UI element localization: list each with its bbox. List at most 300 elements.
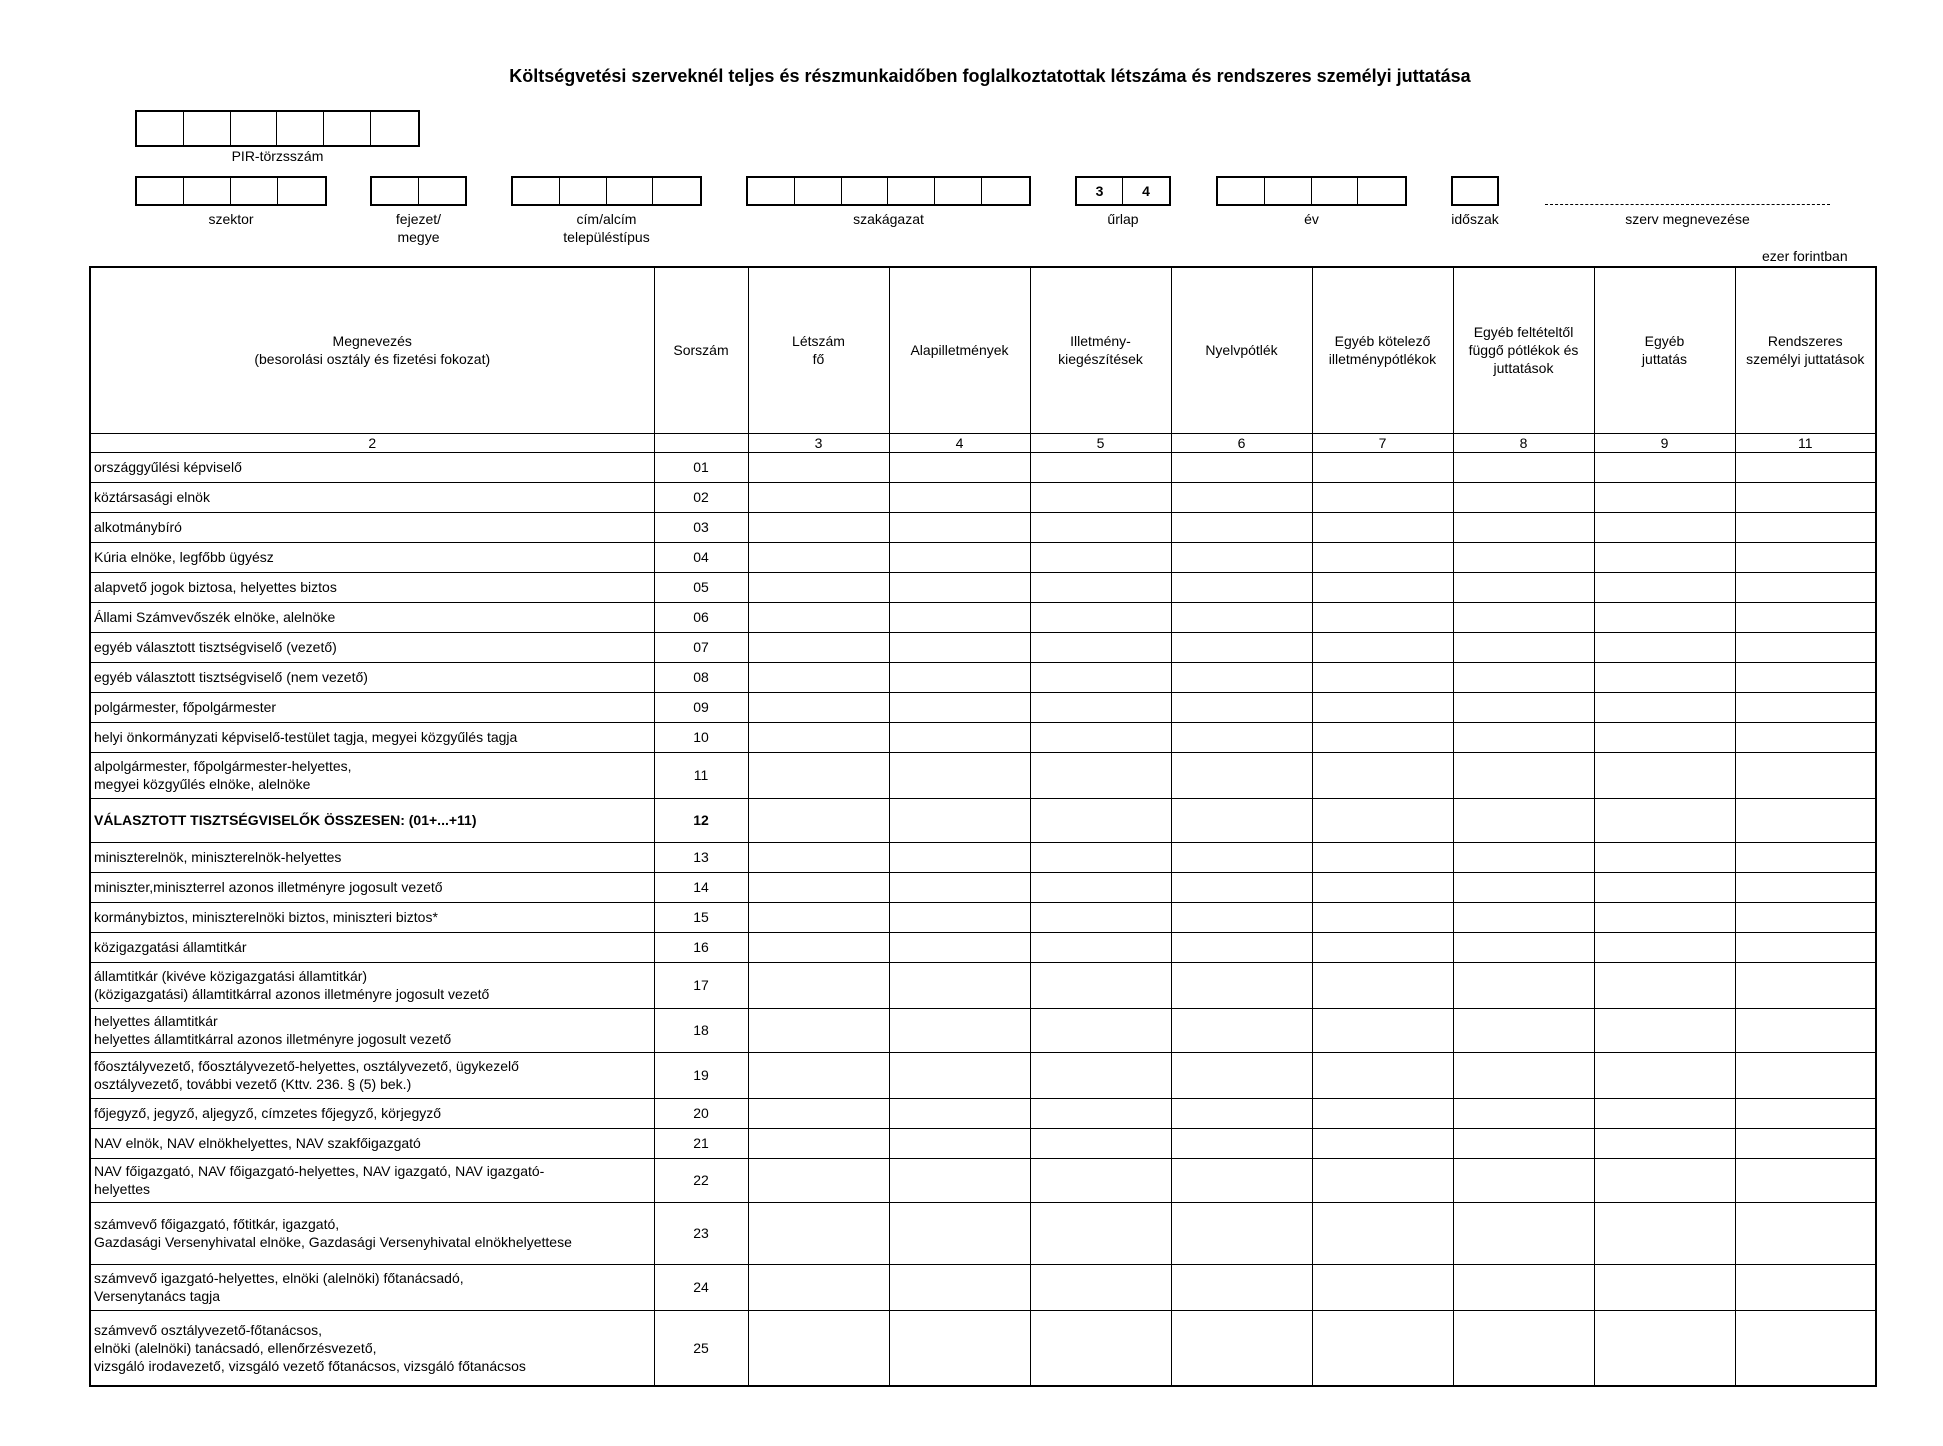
- value-cell[interactable]: [1030, 1128, 1171, 1158]
- value-cell[interactable]: [1453, 932, 1594, 962]
- value-cell[interactable]: [748, 752, 889, 798]
- value-cell[interactable]: [1594, 1128, 1735, 1158]
- value-cell[interactable]: [1453, 1158, 1594, 1202]
- value-cell[interactable]: [1030, 572, 1171, 602]
- value-cell[interactable]: [889, 1158, 1030, 1202]
- value-cell[interactable]: [1453, 722, 1594, 752]
- value-cell[interactable]: [1735, 452, 1876, 482]
- value-cell[interactable]: [1735, 752, 1876, 798]
- value-cell[interactable]: [1171, 452, 1312, 482]
- table-row: [90, 1098, 1876, 1128]
- box-cell[interactable]: [748, 178, 795, 204]
- value-cell[interactable]: [1030, 1008, 1171, 1052]
- row-name: Állami Számvevőszék elnöke, alelnöke: [90, 602, 654, 632]
- value-cell[interactable]: [1594, 1098, 1735, 1128]
- value-cell[interactable]: [748, 1202, 889, 1264]
- value-cell[interactable]: [1453, 1008, 1594, 1052]
- header-alapilletmenyek: Alapilletmények: [889, 267, 1030, 433]
- value-cell[interactable]: [889, 932, 1030, 962]
- value-cell[interactable]: [1312, 1310, 1453, 1386]
- row-name: alpolgármester, főpolgármester-helyettes, megyei közgyűlés elnöke, alelnöke: [90, 752, 654, 798]
- box-cell[interactable]: [1358, 178, 1405, 204]
- value-cell[interactable]: [889, 902, 1030, 932]
- row-name: helyettes államtitkár helyettes államtitkárral azonos illetményre jogosult vezető: [90, 1008, 654, 1052]
- value-cell[interactable]: [1030, 1158, 1171, 1202]
- table-row: [90, 692, 1876, 722]
- value-cell[interactable]: [1735, 1098, 1876, 1128]
- value-cell[interactable]: [1594, 482, 1735, 512]
- value-cell[interactable]: [1453, 1310, 1594, 1386]
- value-cell[interactable]: [1171, 962, 1312, 1008]
- value-cell[interactable]: [748, 798, 889, 842]
- value-cell[interactable]: [748, 662, 889, 692]
- value-cell[interactable]: [1594, 842, 1735, 872]
- value-cell[interactable]: [1594, 512, 1735, 542]
- urlap-boxes: [1075, 176, 1171, 206]
- box-cell[interactable]: [419, 178, 466, 204]
- value-cell[interactable]: [1312, 722, 1453, 752]
- value-cell[interactable]: [1735, 572, 1876, 602]
- value-cell[interactable]: [1312, 1264, 1453, 1310]
- value-cell[interactable]: [1453, 842, 1594, 872]
- value-cell[interactable]: [748, 902, 889, 932]
- value-cell[interactable]: [1735, 542, 1876, 572]
- value-cell[interactable]: [1735, 902, 1876, 932]
- value-cell[interactable]: [1594, 1310, 1735, 1386]
- pir-number-boxes[interactable]: [135, 110, 420, 147]
- value-cell[interactable]: [1030, 632, 1171, 662]
- row-code: 08: [654, 662, 748, 692]
- row-code: 19: [654, 1052, 748, 1098]
- value-cell[interactable]: [1030, 842, 1171, 872]
- value-cell[interactable]: [1735, 662, 1876, 692]
- row-code: 12: [654, 798, 748, 842]
- value-cell[interactable]: [1312, 872, 1453, 902]
- value-cell[interactable]: [1735, 482, 1876, 512]
- value-cell[interactable]: [1735, 842, 1876, 872]
- colnum-3: 3: [748, 433, 889, 452]
- row-name: számvevő igazgató-helyettes, elnöki (alelnöki) főtanácsadó, Versenytanács tagja: [90, 1264, 654, 1310]
- value-cell[interactable]: [889, 692, 1030, 722]
- value-cell[interactable]: [1312, 1128, 1453, 1158]
- value-cell[interactable]: [1594, 542, 1735, 572]
- value-cell[interactable]: [1453, 1202, 1594, 1264]
- value-cell[interactable]: [1030, 692, 1171, 722]
- box-cell[interactable]: [231, 112, 278, 145]
- value-cell[interactable]: [1594, 1158, 1735, 1202]
- value-cell[interactable]: [748, 872, 889, 902]
- box-cell: 3: [1077, 178, 1123, 204]
- value-cell[interactable]: [889, 512, 1030, 542]
- header-letszam: [748, 267, 889, 433]
- value-cell[interactable]: [1735, 1052, 1876, 1098]
- value-cell[interactable]: [1171, 572, 1312, 602]
- value-cell[interactable]: [889, 632, 1030, 662]
- value-cell[interactable]: [1030, 1098, 1171, 1128]
- value-cell[interactable]: [1735, 1310, 1876, 1386]
- value-cell[interactable]: [748, 932, 889, 962]
- header-c5-line1: Illetmény-: [1070, 333, 1131, 350]
- box-cell[interactable]: [324, 112, 371, 145]
- value-cell[interactable]: [1594, 602, 1735, 632]
- value-cell[interactable]: [889, 662, 1030, 692]
- row-name: számvevő osztályvezető-főtanácsos, elnöki (alelnöki) tanácsadó, ellenőrzésvezető, vizsgáló irodavezető, vizsgáló vezető főtanácsos, vizsgáló főtanácsos: [90, 1310, 654, 1386]
- value-cell[interactable]: [889, 872, 1030, 902]
- value-cell[interactable]: [1171, 722, 1312, 752]
- value-cell[interactable]: [1594, 902, 1735, 932]
- szektor-label: szektor: [208, 211, 254, 227]
- value-cell[interactable]: [1735, 1128, 1876, 1158]
- value-cell[interactable]: [1312, 1202, 1453, 1264]
- value-cell[interactable]: [1735, 512, 1876, 542]
- value-cell[interactable]: [1171, 482, 1312, 512]
- table-row: [90, 932, 1876, 962]
- value-cell[interactable]: [1312, 1098, 1453, 1128]
- value-cell[interactable]: [1735, 1264, 1876, 1310]
- value-cell[interactable]: [1030, 1202, 1171, 1264]
- box-cell[interactable]: [137, 112, 184, 145]
- row-code: 22: [654, 1158, 748, 1202]
- value-cell[interactable]: [1453, 542, 1594, 572]
- header-egyeb-juttatas: [1594, 267, 1735, 433]
- header-name-line2: (besorolási osztály és fizetési fokozat): [254, 351, 491, 368]
- value-cell[interactable]: [1171, 1310, 1312, 1386]
- ev-boxes[interactable]: [1216, 176, 1407, 206]
- box-cell[interactable]: [842, 178, 889, 204]
- box-cell[interactable]: [1453, 178, 1497, 204]
- value-cell[interactable]: [748, 572, 889, 602]
- table-row: [90, 662, 1876, 692]
- colnum-7: 7: [1312, 433, 1453, 452]
- box-cell[interactable]: [888, 178, 935, 204]
- value-cell[interactable]: [1030, 932, 1171, 962]
- value-cell[interactable]: [748, 1098, 889, 1128]
- value-cell[interactable]: [1171, 1264, 1312, 1310]
- value-cell[interactable]: [1594, 962, 1735, 1008]
- value-cell[interactable]: [1030, 902, 1171, 932]
- value-cell[interactable]: [748, 452, 889, 482]
- box-cell[interactable]: [1218, 178, 1265, 204]
- value-cell[interactable]: [1030, 872, 1171, 902]
- value-cell[interactable]: [1312, 632, 1453, 662]
- box-cell[interactable]: [137, 178, 184, 204]
- value-cell[interactable]: [748, 1158, 889, 1202]
- row-code: 06: [654, 602, 748, 632]
- box-cell[interactable]: [935, 178, 982, 204]
- value-cell[interactable]: [1594, 798, 1735, 842]
- idoszak-label: időszak: [1451, 211, 1499, 227]
- box-cell[interactable]: [982, 178, 1029, 204]
- value-cell[interactable]: [1594, 632, 1735, 662]
- value-cell[interactable]: [1453, 902, 1594, 932]
- box-cell[interactable]: [513, 178, 560, 204]
- value-cell[interactable]: [1594, 572, 1735, 602]
- value-cell[interactable]: [1030, 1052, 1171, 1098]
- szektor-boxes[interactable]: [135, 176, 327, 206]
- table-row: [90, 1264, 1876, 1310]
- pir-number-label: PIR-törzsszám: [231, 148, 324, 164]
- box-cell[interactable]: [231, 178, 278, 204]
- row-name: alapvető jogok biztosa, helyettes biztos: [90, 572, 654, 602]
- value-cell[interactable]: [1312, 842, 1453, 872]
- row-code: 11: [654, 752, 748, 798]
- value-cell[interactable]: [1030, 452, 1171, 482]
- table-row: [90, 1158, 1876, 1202]
- row-name: miniszter,miniszterrel azonos illetményre jogosult vezető: [90, 872, 654, 902]
- value-cell[interactable]: [1453, 452, 1594, 482]
- row-code: 05: [654, 572, 748, 602]
- value-cell[interactable]: [889, 842, 1030, 872]
- value-cell[interactable]: [1312, 902, 1453, 932]
- value-cell[interactable]: [1171, 542, 1312, 572]
- value-cell[interactable]: [1453, 872, 1594, 902]
- value-cell[interactable]: [1594, 752, 1735, 798]
- value-cell[interactable]: [889, 1264, 1030, 1310]
- value-cell[interactable]: [1030, 512, 1171, 542]
- value-cell[interactable]: [748, 842, 889, 872]
- value-cell[interactable]: [1312, 602, 1453, 632]
- row-name: kormánybiztos, miniszterelnöki biztos, miniszteri biztos*: [90, 902, 654, 932]
- table-row: [90, 872, 1876, 902]
- value-cell[interactable]: [1171, 1008, 1312, 1052]
- box-cell[interactable]: [607, 178, 654, 204]
- value-cell[interactable]: [1735, 962, 1876, 1008]
- value-cell[interactable]: [889, 482, 1030, 512]
- colnum-8: 8: [1453, 433, 1594, 452]
- table-row: [90, 962, 1876, 1008]
- value-cell[interactable]: [748, 1008, 889, 1052]
- value-cell[interactable]: [1030, 662, 1171, 692]
- value-cell[interactable]: [1030, 1264, 1171, 1310]
- value-cell[interactable]: [1312, 662, 1453, 692]
- value-cell[interactable]: [1735, 1158, 1876, 1202]
- value-cell[interactable]: [1030, 542, 1171, 572]
- value-cell[interactable]: [1171, 872, 1312, 902]
- idoszak-box[interactable]: [1451, 176, 1499, 206]
- box-cell[interactable]: [1312, 178, 1359, 204]
- row-name: közigazgatási államtitkár: [90, 932, 654, 962]
- header-c7-line1: Egyéb kötelező: [1334, 333, 1431, 350]
- table-row: [90, 1310, 1876, 1386]
- value-cell[interactable]: [1453, 632, 1594, 662]
- value-cell[interactable]: [1171, 842, 1312, 872]
- value-cell[interactable]: [1030, 752, 1171, 798]
- table-row: [90, 602, 1876, 632]
- row-name: Kúria elnöke, legfőbb ügyész: [90, 542, 654, 572]
- value-cell[interactable]: [748, 512, 889, 542]
- value-cell[interactable]: [889, 1202, 1030, 1264]
- value-cell[interactable]: [1594, 1202, 1735, 1264]
- row-code: 24: [654, 1264, 748, 1310]
- value-cell[interactable]: [1312, 452, 1453, 482]
- value-cell[interactable]: [1453, 692, 1594, 722]
- value-cell[interactable]: [1171, 798, 1312, 842]
- box-cell[interactable]: [560, 178, 607, 204]
- value-cell[interactable]: [748, 722, 889, 752]
- value-cell[interactable]: [1735, 692, 1876, 722]
- value-cell[interactable]: [1312, 752, 1453, 798]
- value-cell[interactable]: [748, 692, 889, 722]
- value-cell[interactable]: [1594, 662, 1735, 692]
- value-cell[interactable]: [1312, 542, 1453, 572]
- box-cell[interactable]: [1265, 178, 1312, 204]
- value-cell[interactable]: [748, 1310, 889, 1386]
- value-cell[interactable]: [1030, 962, 1171, 1008]
- value-cell[interactable]: [1171, 662, 1312, 692]
- value-cell[interactable]: [1030, 482, 1171, 512]
- box-cell[interactable]: [277, 112, 324, 145]
- header-c5-line2: kiegészítések: [1058, 351, 1143, 368]
- value-cell[interactable]: [1171, 932, 1312, 962]
- table-row: [90, 752, 1876, 798]
- value-cell[interactable]: [1030, 1310, 1171, 1386]
- value-cell[interactable]: [1312, 932, 1453, 962]
- value-cell[interactable]: [889, 1128, 1030, 1158]
- value-cell[interactable]: [1312, 692, 1453, 722]
- value-cell[interactable]: [889, 722, 1030, 752]
- value-cell[interactable]: [1312, 482, 1453, 512]
- row-code: 21: [654, 1128, 748, 1158]
- szakagazat-boxes[interactable]: [746, 176, 1031, 206]
- cim-label-line2: településtípus: [563, 229, 650, 245]
- form-title: Költségvetési szerveknél teljes és részmunkaidőben foglalkoztatottak létszáma és rendszeres személyi juttatása: [509, 66, 1471, 86]
- value-cell[interactable]: [1030, 602, 1171, 632]
- value-cell[interactable]: [748, 962, 889, 1008]
- value-cell[interactable]: [1171, 632, 1312, 662]
- value-cell[interactable]: [1594, 722, 1735, 752]
- szakagazat-label: szakágazat: [853, 211, 924, 227]
- row-name: számvevő főigazgató, főtitkár, igazgató, Gazdasági Versenyhivatal elnöke, Gazdasági Versenyhivatal elnökhelyettese: [90, 1202, 654, 1264]
- value-cell[interactable]: [1312, 798, 1453, 842]
- box-cell[interactable]: [371, 112, 418, 145]
- value-cell[interactable]: [889, 452, 1030, 482]
- value-cell[interactable]: [1453, 962, 1594, 1008]
- value-cell[interactable]: [1735, 872, 1876, 902]
- value-cell[interactable]: [1312, 962, 1453, 1008]
- value-cell[interactable]: [1594, 872, 1735, 902]
- value-cell[interactable]: [889, 752, 1030, 798]
- value-cell[interactable]: [1594, 1264, 1735, 1310]
- value-cell[interactable]: [1453, 602, 1594, 632]
- value-cell[interactable]: [748, 632, 889, 662]
- header-c8-line3: juttatások: [1493, 360, 1554, 377]
- value-cell[interactable]: [1735, 798, 1876, 842]
- header-letszam-line2: fő: [812, 351, 825, 368]
- value-cell[interactable]: [1171, 512, 1312, 542]
- value-cell[interactable]: [889, 572, 1030, 602]
- cim-boxes[interactable]: [511, 176, 702, 206]
- value-cell[interactable]: [748, 1052, 889, 1098]
- fejezet-boxes[interactable]: [370, 176, 467, 206]
- value-cell[interactable]: [1171, 1158, 1312, 1202]
- value-cell[interactable]: [1171, 1202, 1312, 1264]
- value-cell[interactable]: [1453, 662, 1594, 692]
- header-letszam-line1: Létszám: [792, 333, 845, 350]
- value-cell[interactable]: [1735, 602, 1876, 632]
- value-cell[interactable]: [1312, 1008, 1453, 1052]
- szerv-name-line[interactable]: [1545, 204, 1830, 205]
- value-cell[interactable]: [1171, 602, 1312, 632]
- value-cell[interactable]: [1453, 482, 1594, 512]
- value-cell[interactable]: [1453, 512, 1594, 542]
- value-cell[interactable]: [889, 1052, 1030, 1098]
- value-cell[interactable]: [1594, 932, 1735, 962]
- value-cell[interactable]: [1171, 1052, 1312, 1098]
- value-cell[interactable]: [1030, 722, 1171, 752]
- cim-label: [511, 210, 702, 246]
- value-cell[interactable]: [748, 1128, 889, 1158]
- box-cell[interactable]: [653, 178, 700, 204]
- value-cell[interactable]: [1171, 902, 1312, 932]
- value-cell[interactable]: [1735, 1202, 1876, 1264]
- value-cell[interactable]: [1171, 752, 1312, 798]
- table-row: [90, 572, 1876, 602]
- value-cell[interactable]: [1594, 1008, 1735, 1052]
- value-cell[interactable]: [1453, 798, 1594, 842]
- box-cell[interactable]: [795, 178, 842, 204]
- value-cell[interactable]: [1594, 452, 1735, 482]
- value-cell[interactable]: [1453, 572, 1594, 602]
- value-cell[interactable]: [1453, 1052, 1594, 1098]
- header-nyelvpotlek: Nyelvpótlék: [1171, 267, 1312, 433]
- value-cell[interactable]: [1171, 1098, 1312, 1128]
- row-code: 25: [654, 1310, 748, 1386]
- row-name: országgyűlési képviselő: [90, 452, 654, 482]
- value-cell[interactable]: [889, 798, 1030, 842]
- row-code: 03: [654, 512, 748, 542]
- value-cell[interactable]: [889, 1098, 1030, 1128]
- value-cell[interactable]: [1312, 1158, 1453, 1202]
- value-cell[interactable]: [1594, 1052, 1735, 1098]
- value-cell[interactable]: [1312, 572, 1453, 602]
- value-cell[interactable]: [748, 602, 889, 632]
- row-code: 20: [654, 1098, 748, 1128]
- value-cell[interactable]: [1735, 1008, 1876, 1052]
- value-cell[interactable]: [748, 482, 889, 512]
- value-cell[interactable]: [1453, 1128, 1594, 1158]
- value-cell[interactable]: [889, 1008, 1030, 1052]
- value-cell[interactable]: [889, 542, 1030, 572]
- value-cell[interactable]: [1312, 1052, 1453, 1098]
- value-cell[interactable]: [1735, 722, 1876, 752]
- value-cell[interactable]: [889, 602, 1030, 632]
- value-cell[interactable]: [889, 962, 1030, 1008]
- value-cell[interactable]: [1735, 932, 1876, 962]
- header-c11-line2: személyi juttatások: [1746, 351, 1865, 368]
- value-cell[interactable]: [889, 1310, 1030, 1386]
- value-cell[interactable]: [748, 542, 889, 572]
- value-cell[interactable]: [748, 1264, 889, 1310]
- cim-label-line1: cím/alcím: [576, 211, 637, 227]
- value-cell[interactable]: [1171, 692, 1312, 722]
- box-cell[interactable]: [184, 112, 231, 145]
- value-cell[interactable]: [1453, 1098, 1594, 1128]
- box-cell[interactable]: [278, 178, 325, 204]
- value-cell[interactable]: [1030, 798, 1171, 842]
- table-row: [90, 902, 1876, 932]
- value-cell[interactable]: [1735, 632, 1876, 662]
- value-cell[interactable]: [1171, 1128, 1312, 1158]
- ev-label: év: [1304, 211, 1319, 227]
- column-number-row: [90, 433, 1876, 452]
- value-cell[interactable]: [1594, 692, 1735, 722]
- table-row: [90, 542, 1876, 572]
- value-cell[interactable]: [1312, 512, 1453, 542]
- value-cell[interactable]: [1453, 752, 1594, 798]
- value-cell[interactable]: [1453, 1264, 1594, 1310]
- box-cell[interactable]: [184, 178, 231, 204]
- box-cell[interactable]: [372, 178, 419, 204]
